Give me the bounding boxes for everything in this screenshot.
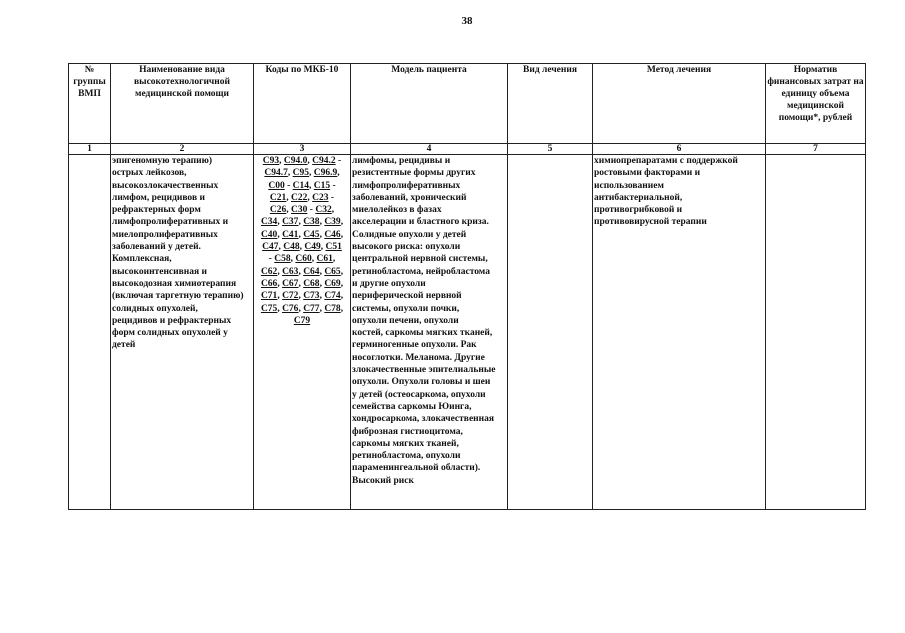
icd-code-link[interactable]: C77 bbox=[303, 303, 320, 314]
code-separator: , bbox=[277, 266, 283, 277]
icd-code-link[interactable]: C96.9 bbox=[313, 168, 338, 179]
code-line bbox=[255, 192, 349, 204]
icd-code-link[interactable]: C79 bbox=[293, 315, 311, 326]
name-cell bbox=[111, 155, 254, 510]
model-text-line: костей, саркомы мягких тканей, bbox=[352, 328, 493, 339]
icd-code-link[interactable]: C48 bbox=[283, 242, 300, 253]
code-separator: , bbox=[277, 217, 283, 228]
icd-code-link[interactable]: C49 bbox=[304, 242, 321, 253]
icd-code-link[interactable]: C67 bbox=[282, 278, 299, 289]
name-text-line: (включая таргетную терапию) bbox=[112, 291, 244, 302]
model-text-line: герминогенные опухоли. Рак bbox=[352, 340, 477, 351]
code-separator: , bbox=[299, 242, 305, 253]
header-name: Наименование вида высокотехнологичной медицинской помощи bbox=[111, 64, 254, 144]
model-text-line: параменингеальной области). bbox=[352, 463, 481, 474]
model-text-line: фиброзная гистиоцитома, bbox=[352, 426, 463, 437]
icd-code-link[interactable]: C22 bbox=[291, 192, 308, 203]
model-cell bbox=[351, 155, 508, 510]
cost-cell bbox=[766, 155, 866, 510]
column-number: 2 bbox=[111, 144, 254, 155]
icd-code-link[interactable]: C45 bbox=[303, 229, 320, 240]
code-separator: , bbox=[307, 192, 313, 203]
code-separator: - bbox=[330, 180, 336, 191]
model-text-line: и другие опухоли bbox=[352, 278, 426, 289]
name-text-line: лимфом, рецидивов и bbox=[112, 192, 205, 203]
code-separator: , bbox=[286, 205, 292, 216]
method-text-line: использованием bbox=[594, 180, 664, 191]
code-separator: - bbox=[307, 205, 316, 216]
code-line bbox=[255, 180, 349, 192]
icd-code-link[interactable]: C46 bbox=[324, 229, 341, 240]
method-text-line: противогрибковой и bbox=[594, 205, 683, 216]
code-separator: , bbox=[298, 303, 304, 314]
code-line bbox=[255, 241, 349, 253]
code-separator: , bbox=[319, 278, 325, 289]
icd-code-link[interactable]: C39 bbox=[324, 217, 341, 228]
code-separator: , bbox=[309, 168, 314, 179]
icd-code-link[interactable]: C34 bbox=[260, 217, 278, 228]
model-text-line: саркомы мягких тканей, bbox=[352, 438, 459, 449]
model-text-line: семейства саркомы Юинга, bbox=[352, 401, 472, 412]
code-separator: , bbox=[340, 229, 344, 240]
column-number: 3 bbox=[254, 144, 351, 155]
icd-code-link[interactable]: C51 bbox=[325, 242, 342, 253]
code-separator: , bbox=[319, 266, 325, 277]
name-text-line: рецидивов и рефрактерных bbox=[112, 315, 232, 326]
model-text-line: центральной нервной системы, bbox=[352, 254, 488, 265]
codes-cell bbox=[254, 155, 351, 510]
code-separator: - bbox=[328, 192, 335, 203]
model-text-line: носоглотки. Меланома. Другие bbox=[352, 352, 485, 363]
method-text-line: антибактериальной, bbox=[594, 192, 683, 203]
code-separator: , bbox=[277, 229, 283, 240]
model-text-line: ретинобластома, опухоли bbox=[352, 451, 461, 462]
column-number: 1 bbox=[69, 144, 111, 155]
code-line bbox=[255, 315, 349, 327]
code-separator: , bbox=[331, 205, 335, 216]
icd-code-link[interactable]: C30 bbox=[291, 205, 308, 216]
model-text-line: заболеваний, хронический bbox=[352, 192, 467, 203]
code-line bbox=[255, 290, 349, 302]
name-text-line: заболеваний у детей. bbox=[112, 242, 201, 253]
header-codes: Коды по МКБ-10 bbox=[254, 64, 351, 144]
name-text-line: детей bbox=[112, 340, 136, 351]
model-text-line: хондросаркома, злокачественная bbox=[352, 414, 494, 425]
code-separator: , bbox=[287, 168, 293, 179]
model-text-line: акселерации и бластного криза. bbox=[352, 217, 489, 228]
icd-code-link[interactable]: C00 bbox=[268, 180, 285, 191]
table-row bbox=[69, 155, 866, 510]
icd-code-link[interactable]: C94.0 bbox=[283, 156, 308, 166]
icd-code-link[interactable]: C94.2 bbox=[312, 156, 336, 166]
header-treatment-type: Вид лечения bbox=[508, 64, 593, 144]
name-text-line: рефрактерных форм bbox=[112, 205, 201, 216]
code-separator: , bbox=[279, 156, 284, 166]
icd-code-link[interactable]: C72 bbox=[282, 291, 299, 302]
icd-code-link[interactable]: C71 bbox=[260, 291, 278, 302]
code-separator: , bbox=[278, 242, 284, 253]
model-text-line: лимфомы, рецидивы и bbox=[352, 156, 451, 166]
header-group: № группы ВМП bbox=[69, 64, 111, 144]
icd-code-link[interactable]: C14 bbox=[292, 180, 309, 191]
icd-code-link[interactable]: C93 bbox=[262, 156, 280, 166]
code-separator: , bbox=[319, 303, 325, 314]
model-text-line: миелолейкоз в фазах bbox=[352, 205, 442, 216]
name-text-line: миелопролиферативных bbox=[112, 229, 218, 240]
method-text-line: противовирусной терапии bbox=[594, 217, 707, 228]
model-text-line: периферической нервной bbox=[352, 291, 462, 302]
icd-code-link[interactable]: C38 bbox=[303, 217, 320, 228]
name-text-line: высокодозная химиотерапия bbox=[112, 278, 237, 289]
method-cell bbox=[593, 155, 766, 510]
name-text-line: солидных опухолей, bbox=[112, 303, 198, 314]
name-text-line: острых лейкозов, bbox=[112, 168, 187, 179]
column-number-row bbox=[69, 144, 866, 155]
icd-code-link[interactable]: C94.7 bbox=[264, 168, 288, 179]
code-separator: , bbox=[277, 291, 283, 302]
code-separator: , bbox=[340, 278, 344, 289]
column-number: 5 bbox=[508, 144, 593, 155]
code-line bbox=[255, 278, 349, 290]
icd-code-link[interactable]: C73 bbox=[303, 291, 320, 302]
name-text-line: лимфопролиферативных и bbox=[112, 217, 229, 228]
name-text-line: форм солидных опухолей у bbox=[112, 328, 228, 339]
name-text-line: эпигеномную терапию) bbox=[112, 156, 212, 166]
code-separator: , bbox=[319, 291, 325, 302]
model-text-line: Солидные опухоли у детей bbox=[352, 229, 467, 240]
code-separator: , bbox=[286, 192, 292, 203]
code-line bbox=[255, 303, 349, 315]
page-number: 38 bbox=[461, 15, 473, 27]
code-separator: , bbox=[298, 229, 304, 240]
code-line bbox=[255, 216, 349, 228]
icd-code-link[interactable]: C41 bbox=[282, 229, 299, 240]
column-number: 4 bbox=[351, 144, 508, 155]
code-separator: , bbox=[319, 229, 325, 240]
code-separator: , bbox=[307, 156, 313, 166]
icd-code-link[interactable]: C37 bbox=[282, 217, 299, 228]
model-text-line: ретинобластома, нейробластома bbox=[352, 266, 490, 277]
code-line bbox=[255, 204, 349, 216]
model-text-line: высокого риска: опухоли bbox=[352, 242, 461, 253]
code-separator: , bbox=[337, 168, 340, 179]
header-model: Модель пациента bbox=[351, 64, 508, 144]
icd-code-link[interactable]: C21 bbox=[269, 192, 287, 203]
icd-code-link[interactable]: C68 bbox=[303, 278, 320, 289]
icd-code-link[interactable]: C32 bbox=[315, 205, 332, 216]
code-separator: , bbox=[340, 291, 344, 302]
method-text-line: ростовыми факторами и bbox=[594, 168, 701, 179]
code-separator: , bbox=[298, 266, 304, 277]
icd-code-link[interactable]: C66 bbox=[260, 278, 278, 289]
code-separator: - bbox=[284, 180, 293, 191]
code-separator: , bbox=[309, 180, 314, 191]
code-separator: , bbox=[298, 291, 304, 302]
code-separator: - bbox=[335, 156, 342, 166]
icd-code-link[interactable]: C58 bbox=[274, 254, 291, 265]
vmp-table bbox=[68, 63, 866, 510]
column-number: 6 bbox=[593, 144, 766, 155]
code-separator: , bbox=[340, 303, 344, 314]
icd-code-link[interactable]: C69 bbox=[324, 278, 341, 289]
model-text-line: опухоли печени, опухоли bbox=[352, 315, 459, 326]
icd-code-link[interactable]: C47 bbox=[262, 242, 279, 253]
model-text-line: системы, опухоли почки, bbox=[352, 303, 460, 314]
header-method: Метод лечения bbox=[593, 64, 766, 144]
model-text-line: Высокий риск bbox=[352, 475, 414, 486]
code-line bbox=[255, 229, 349, 241]
code-separator: , bbox=[340, 217, 344, 228]
model-text-line: у детей (остеосаркома, опухоли bbox=[352, 389, 486, 400]
model-text-line: резистентные формы других bbox=[352, 168, 476, 179]
code-line bbox=[255, 253, 349, 265]
icd-code-link[interactable]: C40 bbox=[260, 229, 278, 240]
icd-code-link[interactable]: C26 bbox=[269, 205, 287, 216]
icd-code-link[interactable]: C62 bbox=[260, 266, 278, 277]
code-line bbox=[255, 167, 349, 179]
code-separator: , bbox=[320, 242, 326, 253]
column-number: 7 bbox=[766, 144, 866, 155]
icd-code-link[interactable]: C95 bbox=[292, 168, 309, 179]
name-text-line: Комплексная, bbox=[112, 254, 172, 265]
header-row bbox=[69, 64, 866, 144]
icd-code-link[interactable]: C61 bbox=[316, 254, 333, 265]
icd-code-link[interactable]: C78 bbox=[324, 303, 341, 314]
icd-code-link[interactable]: C64 bbox=[303, 266, 320, 277]
name-text-line: высокозлокачественных bbox=[112, 180, 219, 191]
code-separator: , bbox=[298, 278, 304, 289]
code-separator: , bbox=[332, 254, 336, 265]
icd-code-link[interactable]: C60 bbox=[295, 254, 312, 265]
name-text-line: высокоинтенсивная и bbox=[112, 266, 207, 277]
method-text-line: химиопрепаратами с поддержкой bbox=[594, 156, 738, 166]
group-cell bbox=[69, 155, 111, 510]
icd-code-link[interactable]: C65 bbox=[324, 266, 341, 277]
code-separator: , bbox=[319, 217, 325, 228]
header-cost: Норматив финансовых затрат на единицу объема медицинской помощи*, рублей bbox=[766, 64, 866, 144]
icd-code-link[interactable]: C63 bbox=[282, 266, 299, 277]
model-text-line: лимфопролиферативных bbox=[352, 180, 461, 191]
icd-code-link[interactable]: C15 bbox=[313, 180, 331, 191]
model-text-line: злокачественные эпителиальные bbox=[352, 365, 496, 376]
model-text-line: опухоли. Опухоли головы и шеи bbox=[352, 377, 491, 388]
code-separator: , bbox=[277, 303, 283, 314]
code-line bbox=[255, 266, 349, 278]
code-separator: , bbox=[298, 217, 304, 228]
code-line bbox=[255, 155, 349, 167]
icd-code-link[interactable]: C74 bbox=[324, 291, 341, 302]
code-separator: , bbox=[340, 266, 344, 277]
icd-code-link[interactable]: C76 bbox=[282, 303, 299, 314]
code-separator: - bbox=[268, 254, 275, 265]
code-separator: , bbox=[277, 278, 283, 289]
code-separator: , bbox=[290, 254, 296, 265]
icd-code-link[interactable]: C75 bbox=[260, 303, 278, 314]
icd-code-link[interactable]: C23 bbox=[312, 192, 329, 203]
treatment-type-cell bbox=[508, 155, 593, 510]
code-separator: , bbox=[311, 254, 317, 265]
